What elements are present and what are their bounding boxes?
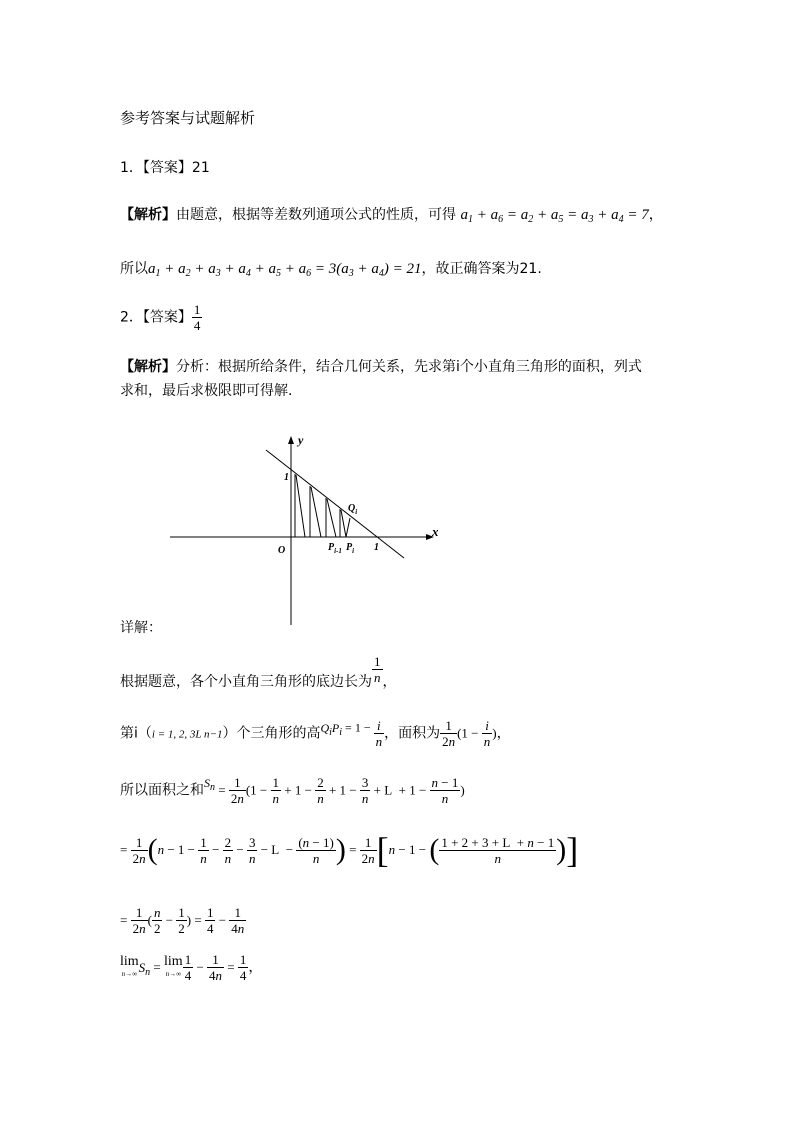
origin-label: O [278,545,286,556]
ith-area-inner-fraction: $\frac{i}{n}$ [483,718,491,749]
q2-analysis-label: 【解析】 [120,359,176,375]
limit-tail: ， [248,959,263,976]
q1-analysis-tail: ， [648,207,663,223]
q2-answer-fraction: $\frac{1}{4}$ [193,302,201,333]
sum-line: 所以面积之和$S_n$ = $\frac{1}{2n}$ (1 − $\frac{1}{n}$ + 1 − $\frac{2}{n}$ + 1 − $\frac{3}{n}$ + L + 1 − $\frac{n - 1}{n}$ ) [120,775,465,806]
p-prev-label: $P_{i-1}$ [328,542,342,555]
q1-label: 1．【答案】 [120,160,192,176]
ith-range: i = 1, 2, 3L n−1 [151,728,223,741]
ith-line: 第i（i = 1, 2, 3L n−1）个三角形的高$Q_iP_i = 1$ − $\frac{i}{n}$ ，面积为 $\frac{1}{2n}$ (1 − $\frac{i}{n}$ )， [120,718,511,749]
ith-height-fraction: $\frac{i}{n}$ [375,718,383,749]
q1-sum-line [120,258,542,279]
q2-label: 2．【答案】 [120,309,192,326]
hatch-4 [341,510,346,537]
base-line [120,654,397,691]
q2-analysis-line1 [120,356,642,376]
q1-equation-1: $a_1 + a_6 = a_2 + a_5 = a_3 + a_4 = 7$ [460,207,649,225]
base-text: 根据题意，各个小直角三角形的底边长为 [120,674,372,690]
detail-label: 详解： [120,620,162,636]
q1-equation-2: $a_1 + a_2 + a_3 + a_4 + a_5 + a_6 = 3(a_3 + a_4) = 21$ [148,261,422,279]
q2-analysis-line2: 求和，最后求极限即可得解. [120,383,293,399]
q1-analysis-label: 【解析】 [120,207,176,223]
ith-prefix: 第i（ [120,725,152,742]
limit-line: lim n→∞ $S_n$ = lim n→∞ $\frac{1}{4}$ − $\frac{1}{4n}$ = $\frac{1}{4}$ ， [120,952,263,983]
x-one-label: 1 [374,542,379,553]
expansion-line: = $\frac{1}{2n}$ (n − 1 − $\frac{1}{n}$ − $\frac{2}{n}$ − $\frac{3}{n}$ − L − $\frac{(n - 1)}{n}$ ) = $\frac{1}{2n}$ [n − 1 − ( $\frac{1 + 2 + 3 + L + n - 1}{n}$ )] [120,830,579,870]
y-one-label: 1 [284,472,289,483]
p-label: $P_i$ [346,542,355,555]
ith-tail: ， [496,725,511,742]
q1-analysis-text: 由题意，根据等差数列通项公式的性质，可得 [176,207,456,223]
hatch-3 [327,499,336,537]
ith-area-label: ，面积为 [384,725,441,742]
base-tail: ， [382,674,397,690]
x-label: x [432,524,439,539]
q1-sum-prefix: 所以 [120,261,148,277]
triangle-figure [168,430,448,630]
y-label: y [298,433,304,447]
simplify-line: = $\frac{1}{2n}$ ( $\frac{n}{2}$ − $\frac{1}{2}$ ) = $\frac{1}{4}$ − $\frac{1}{4n}$ [120,905,245,936]
ith-mid: ）个三角形的高 [222,725,321,742]
vertical-5 [346,518,350,537]
hatch-1 [296,475,305,537]
q-label: $Q_i$ [348,503,358,516]
hypotenuse-line [266,450,404,558]
ith-height-symbol: $Q_iP_i$ [320,720,343,738]
sum-prefix: 所以面积之和 [120,782,204,799]
q1-analysis-line [120,204,663,225]
q1-answer: 21 [191,160,210,176]
q1-answer-line [120,157,210,177]
y-axis-arrow [288,436,294,444]
ith-area-fraction: $\frac{1}{2n}$ [442,718,456,749]
q2-analysis-text1: 分析：根据所给条件，结合几何关系，先求第i个小直角三角形的面积，列式 [176,359,642,375]
q1-sum-suffix: ，故正确答案为21. [421,261,542,277]
page-title: 参考答案与试题解析 [120,109,256,127]
hatch-2 [311,487,321,537]
q2-answer-line [120,302,202,333]
base-fraction: $\frac{1}{n}$ [374,654,381,685]
